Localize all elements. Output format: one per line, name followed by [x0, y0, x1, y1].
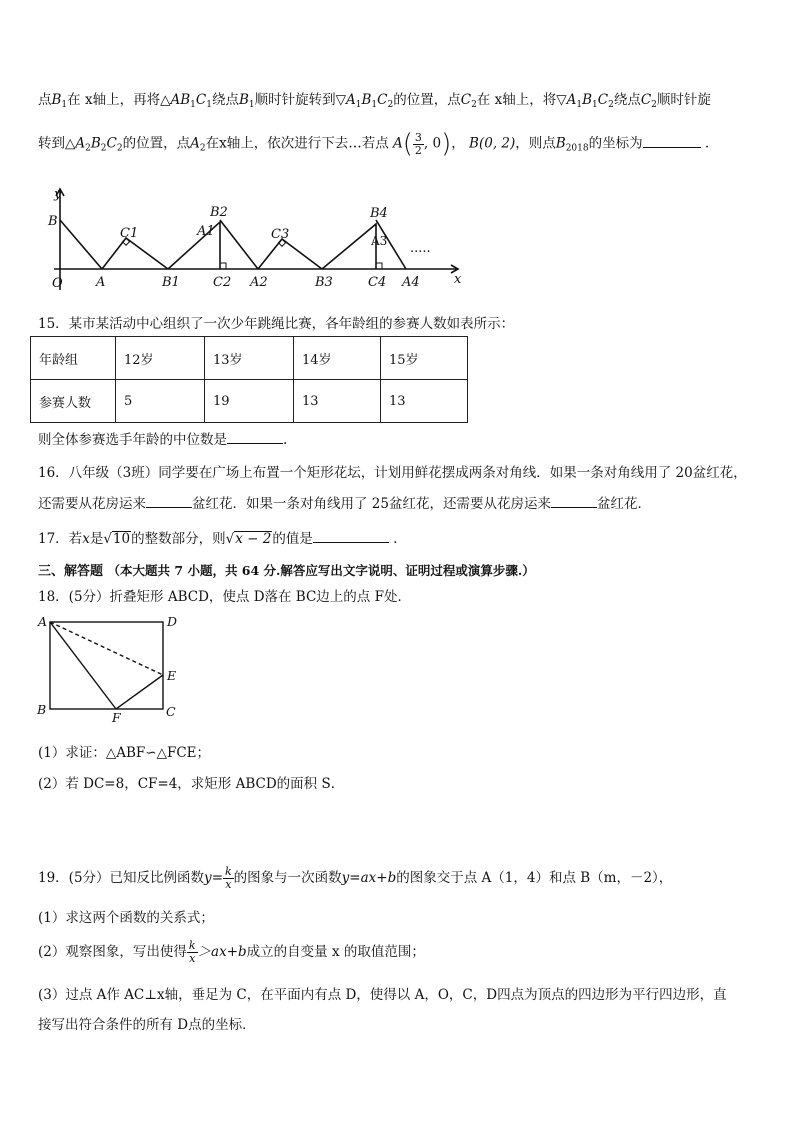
label-C: C [166, 704, 176, 719]
answer-blank-q17 [313, 530, 389, 543]
triangle-AC1B1 [102, 238, 168, 269]
table-row [31, 380, 468, 423]
label-F: F [112, 710, 121, 724]
table-cell: 13岁 [205, 337, 294, 380]
q17-text: 17．若x是√10的整数部分，则√x − 2的值是 . [38, 531, 398, 547]
section-3-heading: 三、解答题 （本大题共 7 小题，共 64 分.解答应写出文字说明、证明过程或演算步骤.） [38, 563, 535, 579]
q19-stem: 19．(5分）已知反比例函数y= $\frac{k}{x}$ 的图象与一次函数y=ax+b的图象交于点 A（1，4）和点 B（m，－2）， [38, 865, 673, 891]
label-B1: B1 [162, 275, 180, 290]
label-x: x [454, 272, 462, 287]
q18-part1: (1）求证：△ABF∽△FCE； [38, 745, 211, 761]
fraction-3-2: $\frac{3}{2}$ [414, 130, 422, 157]
table-cell: 13 [381, 380, 468, 423]
q14-line1: 点$B_1$在 x轴上，再将$\triangle AB_1C_1$绕点$B_1$顺时针旋转到$▽A_1B_1C_2$的位置，点$C_2$在 x轴上，将$▽A_1B_1C_2$绕点$C_2$顺时针旋 [38, 92, 711, 110]
q15-text: 15．某市某活动中心组织了一次少年跳绳比赛，各年龄组的参赛人数如表所示： [38, 316, 515, 332]
label-A4: A4 [402, 275, 420, 290]
q19-part1: (1）求这两个函数的关系式； [38, 910, 214, 926]
label-B: B [37, 702, 47, 717]
label-ellipsis: ..... [410, 241, 431, 256]
triangle-B3A3C4 [322, 224, 376, 269]
label-A1: A1 [197, 224, 215, 239]
q18-stem: 18．(5分）折叠矩形 ABCD，使点 D落在 BC边上的点 F处． [38, 589, 411, 605]
q14-rotation-figure [40, 186, 480, 296]
segment-BA [60, 220, 102, 269]
q19-part3-line2: 接写出符合条件的所有 D点的坐标． [38, 1017, 256, 1033]
right-angle-C4 [376, 263, 382, 269]
q14-line2: 转到$\triangle A_2B_2C_2$的位置，点$A_2$在x轴上，依次进行下去…若点 A( $\frac{3}{2}$ , 0)， B(0, 2)，则点$B_{2018}$的坐标为 . [38, 129, 710, 159]
table-cell: 年龄组 [31, 337, 116, 380]
label-B2: B2 [210, 205, 228, 220]
q18-rectangle-figure [34, 612, 184, 724]
segment-FE [116, 675, 163, 709]
segment-B2A2 [220, 220, 258, 269]
label-B4: B4 [370, 206, 388, 221]
label-y: y [54, 187, 62, 202]
fraction-k-x: $\frac{k}{x}$ [225, 865, 232, 891]
right-angle-C2 [220, 263, 226, 269]
table-cell: 13 [294, 380, 381, 423]
answer-blank-q15 [227, 431, 283, 444]
segment-AF [50, 622, 116, 709]
label-C2: C2 [213, 275, 232, 290]
q16-line2: 还需要从花房运来 盆红花．如果一条对角线用了 25盆红花，还需要从花房运来 盆红花． [38, 496, 651, 512]
label-B: B [48, 214, 58, 229]
label-E: E [167, 668, 177, 683]
q15-question: 则全体参赛选手年龄的中位数是 . [38, 432, 288, 448]
label-A2: A2 [250, 275, 268, 290]
label-C3: C3 [271, 227, 290, 242]
answer-blank-q14 [643, 135, 701, 148]
label-A: A [38, 614, 48, 629]
q19-part3-line1: (3）过点 A作 AC⊥x轴，垂足为 C，在平面内有点 D，使得以 A，O，C，D四点为顶点的四边形为平行四边形，直 [38, 987, 727, 1003]
label-D: D [167, 614, 178, 629]
triangle-A2C3B3 [258, 239, 322, 269]
label-C4: C4 [368, 275, 387, 290]
table-cell: 5 [116, 380, 205, 423]
table-cell: 参赛人数 [31, 380, 116, 423]
label-A: A [96, 275, 106, 290]
label-O: O [52, 276, 63, 291]
table-cell: 12岁 [116, 337, 205, 380]
table-row [31, 337, 468, 380]
q16-line1: 16．八年级（3班）同学要在广场上布置一个矩形花坛，计划用鲜花摆成两条对角线．如果一条对角线用了 20盆红花， [38, 465, 747, 481]
table-cell: 19 [205, 380, 294, 423]
answer-blank-q16-b [551, 495, 597, 508]
label-A3: A3 [371, 234, 388, 248]
q15-age-table [30, 336, 468, 423]
q18-part2: (2）若 DC=8，CF=4，求矩形 ABCD的面积 S． [38, 776, 345, 792]
q19-part2: (2）观察图象，写出使得 $\frac{k}{x}$ ＞ax+b成立的自变量 x 的取值范围； [38, 939, 425, 965]
table-cell: 14岁 [294, 337, 381, 380]
table-cell: 15岁 [381, 337, 468, 380]
fold-line-AE [50, 622, 163, 675]
answer-blank-q16-a [146, 495, 192, 508]
fraction-k-x-2: $\frac{k}{x}$ [188, 939, 196, 965]
label-C1: C1 [120, 226, 139, 241]
label-B3: B3 [315, 275, 333, 290]
